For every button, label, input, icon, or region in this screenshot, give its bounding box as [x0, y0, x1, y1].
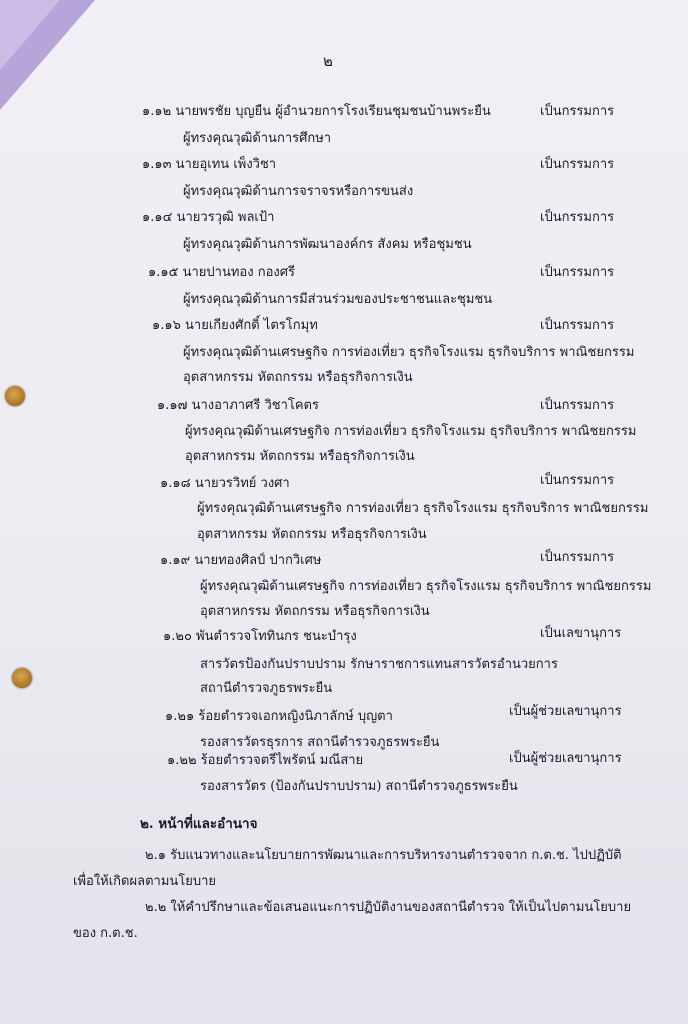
member-description: สารวัตรป้องกันปราบปราม รักษาราชการแทนสารวัตรอำนวยการ: [200, 657, 558, 672]
paragraph-line: ของ ก.ต.ช.: [73, 926, 138, 941]
page-number: ๒: [323, 52, 333, 70]
member-role: เป็นกรรมการ: [540, 104, 615, 119]
member-description: ผู้ทรงคุณวุฒิด้านการจราจรหรือการขนส่ง: [183, 184, 414, 199]
member-description: สถานีตำรวจภูธรพระยืน: [200, 681, 333, 696]
member-description: รองสารวัตรธุรการ สถานีตำรวจภูธรพระยืน: [200, 735, 440, 750]
member-description: อุตสาหกรรม หัตถกรรม หรือธุรกิจการเงิน: [183, 370, 413, 385]
member-role: เป็นกรรมการ: [540, 157, 615, 172]
member-description: ผู้ทรงคุณวุฒิด้านการมีส่วนร่วมของประชาชนและชุมชน: [183, 292, 493, 307]
member-description: ผู้ทรงคุณวุฒิด้านเศรษฐกิจ การท่องเที่ยว ธุรกิจโรงแรม ธุรกิจบริการ พาณิชยกรรม: [197, 501, 649, 516]
member-description: อุตสาหกรรม หัตถกรรม หรือธุรกิจการเงิน: [197, 527, 427, 542]
member-description: ผู้ทรงคุณวุฒิด้านการพัฒนาองค์กร สังคม หรือชุมชน: [183, 237, 472, 252]
member-role: เป็นกรรมการ: [540, 398, 615, 413]
member-role: เป็นกรรมการ: [540, 265, 615, 280]
member-name: ๑.๑๒ นายพรชัย บุญยืน ผู้อำนวยการโรงเรียนชุมชนบ้านพระยืน: [142, 104, 491, 119]
member-name: ๑.๒๒ ร้อยตำรวจตรีไพรัตน์ มณีสาย: [167, 753, 364, 768]
member-name: ๑.๑๓ นายอุเทน เพ็งวิชา: [142, 157, 277, 172]
member-name: ๑.๑๘ นายวรวิทย์ วงศา: [160, 476, 290, 491]
member-name: ๑.๑๖ นายเกียงศักดิ์ ไตรโกมุท: [152, 318, 318, 333]
member-name: ๑.๑๗ นางอาภาศรี วิชาโคตร: [157, 398, 319, 413]
paragraph-line: ๒.๑ รับแนวทางและนโยบายการพัฒนาและการบริหารงานตำรวจจาก ก.ต.ช. ไปปฏิบัติ: [145, 848, 622, 863]
paragraph-line: ๒.๒ ให้คำปรึกษาและข้อเสนอแนะการปฏิบัติงานของสถานีตำรวจ ให้เป็นไปตามนโยบาย: [145, 900, 632, 915]
member-role: เป็นผู้ช่วยเลขานุการ: [509, 704, 622, 719]
member-description: ผู้ทรงคุณวุฒิด้านการศึกษา: [183, 131, 332, 146]
member-role: เป็นกรรมการ: [540, 210, 615, 225]
member-description: อุตสาหกรรม หัตถกรรม หรือธุรกิจการเงิน: [185, 449, 415, 464]
paragraph-line: เพื่อให้เกิดผลตามนโยบาย: [73, 874, 217, 889]
member-name: ๑.๑๔ นายวรวุฒิ พลเป้า: [142, 210, 275, 225]
section-heading: ๒. หน้าที่และอำนาจ: [140, 816, 258, 832]
member-role: เป็นเลขานุการ: [540, 626, 622, 641]
member-role: เป็นกรรมการ: [540, 473, 615, 488]
member-description: ผู้ทรงคุณวุฒิด้านเศรษฐกิจ การท่องเที่ยว ธุรกิจโรงแรม ธุรกิจบริการ พาณิชยกรรม: [200, 579, 652, 594]
member-description: รองสารวัตร (ป้องกันปราบปราม) สถานีตำรวจภูธรพระยืน: [200, 779, 518, 794]
member-name: ๑.๒๐ พันตำรวจโททินกร ชนะบำรุง: [163, 629, 357, 644]
punch-hole: [12, 668, 32, 688]
member-role: เป็นกรรมการ: [540, 318, 615, 333]
folded-corner-highlight: [0, 0, 60, 70]
member-name: ๑.๒๑ ร้อยตำรวจเอกหญิงนิภาลักษ์ บุญตา: [165, 709, 393, 724]
member-name: ๑.๑๙ นายทองศิลป์ ปากวิเศษ: [160, 553, 322, 568]
member-name: ๑.๑๕ นายปานทอง กองศรี: [148, 265, 295, 280]
punch-hole: [5, 386, 25, 406]
member-description: ผู้ทรงคุณวุฒิด้านเศรษฐกิจ การท่องเที่ยว ธุรกิจโรงแรม ธุรกิจบริการ พาณิชยกรรม: [185, 424, 637, 439]
member-description: ผู้ทรงคุณวุฒิด้านเศรษฐกิจ การท่องเที่ยว ธุรกิจโรงแรม ธุรกิจบริการ พาณิชยกรรม: [183, 345, 635, 360]
member-role: เป็นกรรมการ: [540, 550, 615, 565]
member-description: อุตสาหกรรม หัตถกรรม หรือธุรกิจการเงิน: [200, 604, 430, 619]
member-role: เป็นผู้ช่วยเลขานุการ: [509, 751, 622, 766]
